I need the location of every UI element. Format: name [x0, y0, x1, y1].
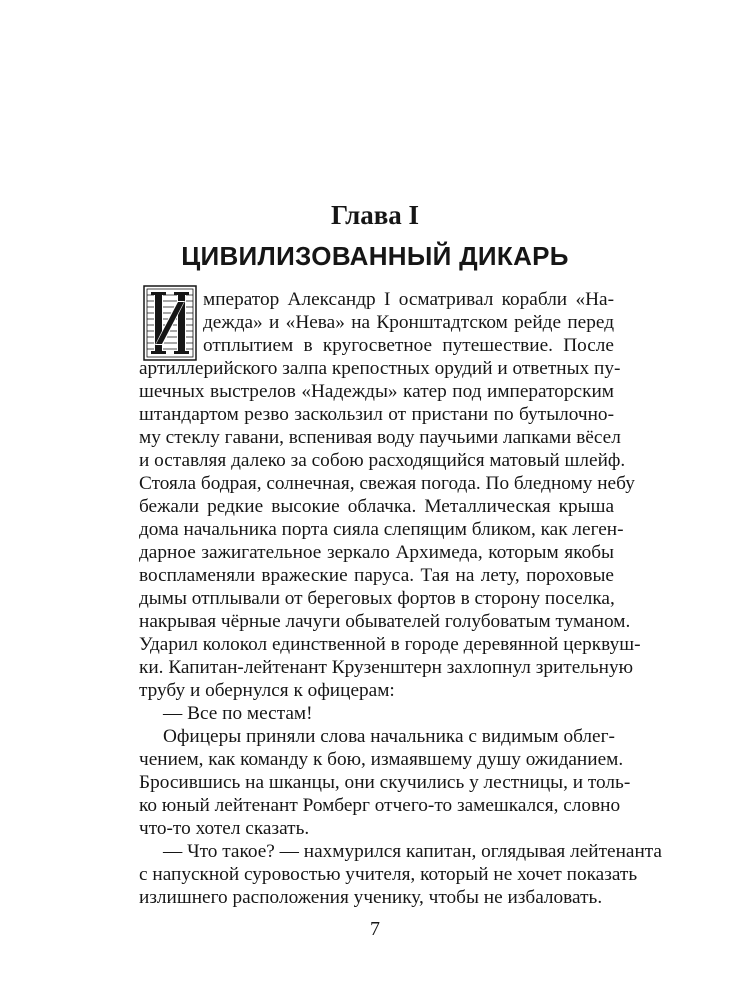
- text-line: мператор Александр I осматривал корабли «На-: [203, 289, 614, 310]
- text-line: ко юный лейтенант Ромберг отчего-то замешкался, словно: [139, 795, 621, 816]
- text-line: — Что такое? — нахмурился капитан, оглядывая лейтенанта: [163, 841, 662, 862]
- text-line: с напускной суровостью учителя, который не хочет показать: [139, 864, 638, 885]
- chapter-title: ЦИВИЛИЗОВАННЫЙ ДИКАРЬ: [181, 241, 569, 271]
- text-line: накрывая чёрные лачуги обывателей голубоватым туманом.: [139, 611, 631, 632]
- text-line: Бросившись на шканцы, они скучились у лестницы, и толь-: [139, 772, 631, 793]
- page-number: 7: [370, 918, 380, 940]
- text-line: му стеклу гавани, вспенивая воду паучьими лапками вёсел: [139, 427, 621, 448]
- text-line: дежда» и «Нева» на Кронштадтском рейде перед: [203, 312, 614, 333]
- text-line: и оставляя далеко за собою расходящийся матовый шлейф.: [139, 450, 626, 471]
- text-line: воспламеняли вражеские паруса. Тая на лету, пороховые: [139, 565, 614, 586]
- text-line: трубу и обернулся к офицерам:: [139, 680, 395, 701]
- text-line: ки. Капитан-лейтенант Крузенштерн захлопнул зрительную: [139, 657, 634, 678]
- text-line: излишнего расположения ученику, чтобы не избаловать.: [139, 887, 603, 908]
- text-line: Ударил колокол единственной в городе деревянной церквуш-: [139, 634, 641, 655]
- text-line: отплытием в кругосветное путешествие. После: [203, 335, 614, 356]
- text-line: артиллерийского залпа крепостных орудий и ответных пу-: [139, 358, 621, 379]
- text-line: дымы отплывали от береговых фортов в сторону поселка,: [139, 588, 615, 609]
- text-line: чением, как команду к бою, измаявшему душу ожиданием.: [139, 749, 624, 770]
- text-line: — Все по местам!: [163, 703, 313, 724]
- text-line: дарное зажигательное зеркало Архимеда, которым якобы: [139, 542, 614, 563]
- text-line: что-то хотел сказать.: [139, 818, 310, 839]
- text-line: шечных выстрелов «Надежды» катер под императорским: [139, 381, 614, 402]
- text-line: штандартом резво заскользил от пристани по бутылочно-: [139, 404, 614, 425]
- text-line: дома начальника порта сияла слепящим бликом, как леген-: [139, 519, 624, 540]
- text-line: Офицеры приняли слова начальника с видимым облег-: [163, 726, 615, 747]
- chapter-number: Глава I: [330, 200, 420, 230]
- text-line: Стояла бодрая, солнечная, свежая погода. По бледному небу: [139, 473, 635, 494]
- drop-cap-letter: [143, 285, 197, 361]
- text-line: бежали редкие высокие облачка. Металлическая крыша: [139, 496, 614, 517]
